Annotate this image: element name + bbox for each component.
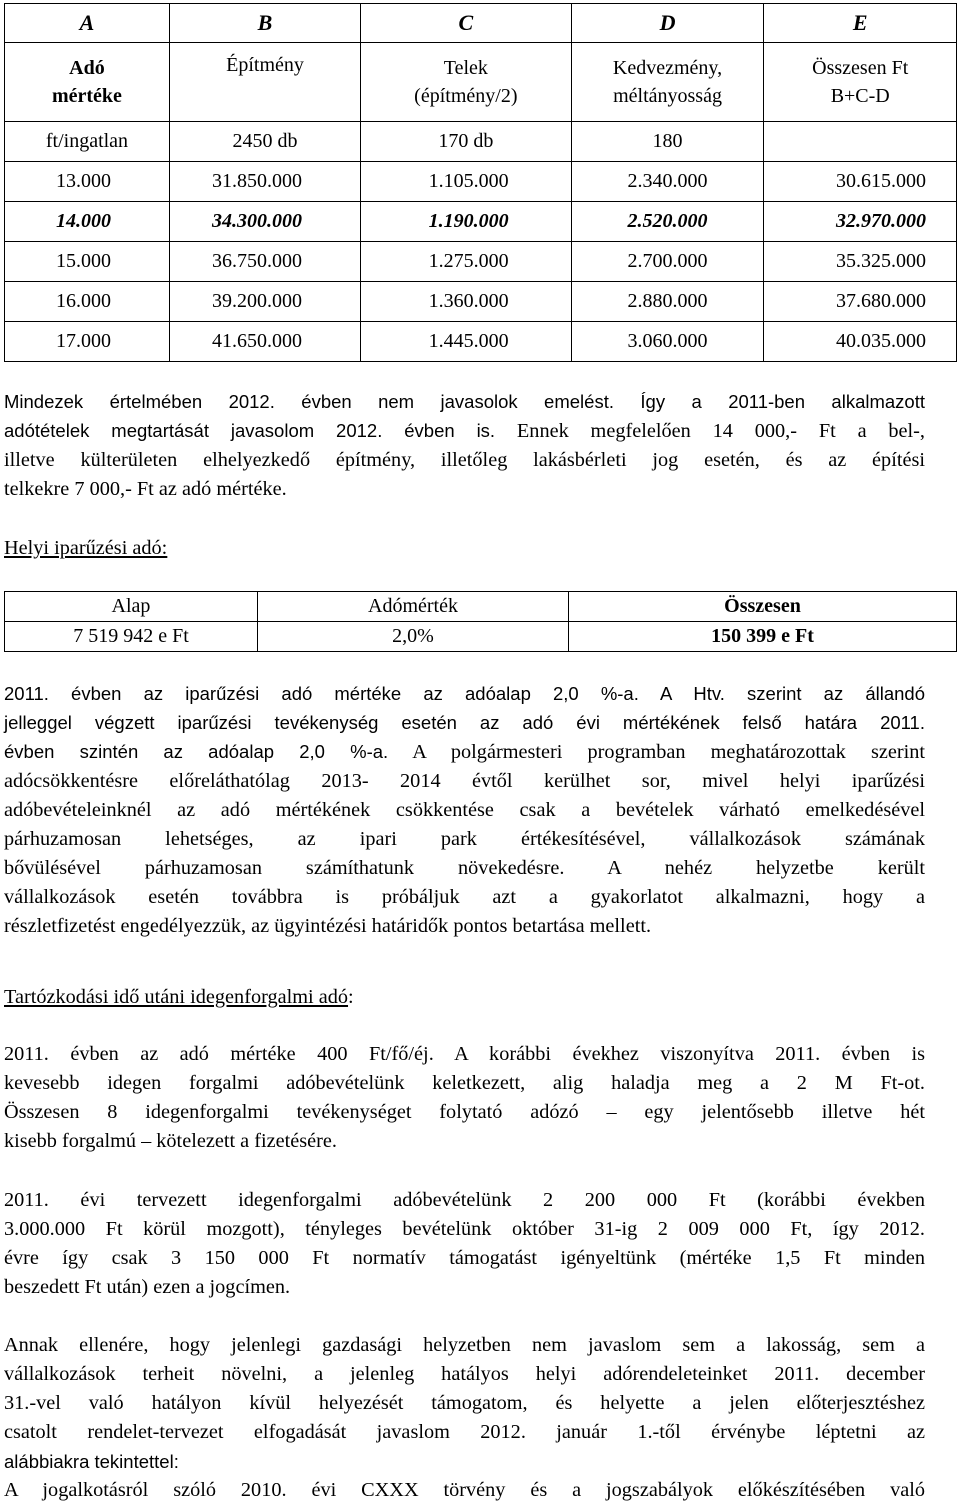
header-total: Összesen Ft B+C-D [764,43,957,122]
text-line: 2011. évben az iparűzési adó mértéke az adóalap 2,0 %-a. A Htv. szerint az állandó [4,683,925,704]
text-line: kevesebb idegen forgalmi adóbevételünk keletkezett, alig haladja meg a 2 M Ft-ot. [4,1072,925,1094]
text-line: Összesen 8 idegenforgalmi tevékenységet folytató adózó – egy jelentősebb illetve hét [4,1101,925,1123]
header-discount: Kedvezmény, méltányosság [571,43,764,122]
col-letter-d: D [571,4,764,43]
table-cell: 2450 db [169,122,360,162]
table-cell: 2,0% [258,622,569,652]
text-line: 31.-vel való hatályon kívül helyezését támogatom, és helyette a jelen előterjesztéshez [4,1392,925,1414]
column-header-row [5,43,957,122]
text-line: 3.000.000 Ft körül mozgott), tényleges bevételünk október 31-ig 2 009 000 Ft, így 2012. [4,1218,925,1240]
paragraph-conclusion [4,1331,925,1505]
section-heading-business-tax: Helyi iparűzési adó: [4,537,168,559]
header-building: Építmény [169,43,360,122]
table-cell: 17.000 [5,322,170,362]
table-cell: 3.060.000 [571,322,764,362]
table-cell: 1.105.000 [361,162,572,202]
text-line: adótételek megtartását javasolom 2012. évben is. Ennek megfelelően 14 000,- Ft a bel-, [4,420,926,442]
text-line: évben szintén az adóalap 2,0 %-a. A polgármesteri programban meghatározottak szerint [4,741,926,763]
table-cell: ft/ingatlan [5,122,170,162]
text-line: részletfizetést engedélyezzük, az ügyintézési határidők pontos betartása mellett. [4,915,652,937]
text-line: beszedett Ft után) ezen a jogcímen. [4,1276,291,1298]
paragraph-tourism-1 [4,1040,925,1156]
text-line: vállalkozások esetén továbbra is próbáljuk azt a gyakorlatot alkalmazni, hogy a [4,886,925,908]
table-cell: 170 db [361,122,572,162]
col-letter-e: E [764,4,957,43]
text-line: bővülésével párhuzamosan számíthatunk növekedésre. A nehéz helyzetbe került [4,857,925,879]
table-row [5,622,957,652]
text-line: párhuzamosan lehetséges, az ipari park értékesítésével, vállalkozások számának [4,828,925,850]
table-cell [764,122,957,162]
table-cell: 180 [571,122,764,162]
table-cell: 31.850.000 [169,162,360,202]
table-cell: 37.680.000 [764,282,957,322]
header-tax-rate: Adó mértéke [5,43,170,122]
table-cell: 1.360.000 [361,282,572,322]
paragraph-tourism-2 [4,1186,925,1302]
table-row-highlighted [5,202,957,242]
count-row [5,122,957,162]
header-rate: Adómérték [258,592,569,622]
text-line: alábbiakra tekintettel: [4,1451,179,1472]
paragraph-business-tax [4,679,925,941]
header-land: Telek (építmény/2) [361,43,572,122]
table-header-row [5,592,957,622]
text-line: csatolt rendelet-tervezet elfogadását javaslom 2012. január 1.-től érvénybe léptetni az [4,1421,925,1443]
header-base: Alap [5,592,258,622]
column-letter-row [5,4,957,43]
text-line: illetve külterületen elhelyezkedő építmény, illetőleg lakásbérleti jog esetén, és az építési [4,449,925,471]
table-cell: 13.000 [5,162,170,202]
col-letter-c: C [361,4,572,43]
table-row [5,242,957,282]
text-line: adóbevételeinknél az adó mértékének csökkentése csak a bevételek várható emelkedésével [4,799,925,821]
text-line: vállalkozások terheit növelni, a jelenleg hatályos helyi adórendeleteinket 2011. december [4,1363,925,1385]
table-row [5,162,957,202]
table-row [5,322,957,362]
paragraph-tax-decision [4,387,925,504]
table-cell: 1.445.000 [361,322,572,362]
table-cell: 2.340.000 [571,162,764,202]
text-line: adócsökkentésre előreláthatólag 2013- 2014 évtől kerülhet sor, mivel helyi iparűzési [4,770,925,792]
text-line: Annak ellenére, hogy jelenlegi gazdasági helyzetben nem javaslom sem a lakosság, sem a [4,1334,925,1356]
table-cell: 14.000 [5,202,170,242]
text-line: 2011. évben az adó mértéke 400 Ft/fő/éj. A korábbi évekhez viszonyítva 2011. évben is [4,1043,925,1065]
table-cell: 35.325.000 [764,242,957,282]
table-cell: 2.520.000 [571,202,764,242]
table-cell: 40.035.000 [764,322,957,362]
table-cell: 2.700.000 [571,242,764,282]
col-letter-b: B [169,4,360,43]
table-cell: 39.200.000 [169,282,360,322]
table-cell: 2.880.000 [571,282,764,322]
col-letter-a: A [5,4,170,43]
building-tax-table [4,3,957,362]
table-cell: 41.650.000 [169,322,360,362]
table-cell: 30.615.000 [764,162,957,202]
table-cell: 7 519 942 e Ft [5,622,258,652]
table-row [5,282,957,322]
text-line: jelleggel végzett iparűzési tevékenység esetén az adó évi mértékének felső határa 2011. [4,712,925,733]
header-total: Összesen [569,592,957,622]
text-line: Mindezek értelmében 2012. évben nem javasolok emelést. Így a 2011-ben alkalmazott [4,391,925,412]
table-cell: 32.970.000 [764,202,957,242]
table-cell: 16.000 [5,282,170,322]
table-cell: 1.275.000 [361,242,572,282]
table-cell: 36.750.000 [169,242,360,282]
section-heading-tourism-tax: Tartózkodási idő utáni idegenforgalmi adó: [4,986,354,1008]
business-tax-table [4,591,957,652]
table-cell: 15.000 [5,242,170,282]
text-line: évre így csak 3 150 000 Ft normatív támogatást igényeltünk (mértéke 1,5 Ft minden [4,1247,925,1269]
table-cell: 34.300.000 [169,202,360,242]
text-line: telkekre 7 000,- Ft az adó mértéke. [4,478,287,500]
text-line: kisebb forgalmú – kötelezett a fizetésére. [4,1130,337,1152]
text-line: 2011. évi tervezett idegenforgalmi adóbevételünk 2 200 000 Ft (korábbi években [4,1189,925,1211]
text-line: A jogalkotásról szóló 2010. évi CXXX törvény és a jogszabályok előkészítésében való [4,1479,925,1501]
table-cell: 150 399 e Ft [569,622,957,652]
table-cell: 1.190.000 [361,202,572,242]
